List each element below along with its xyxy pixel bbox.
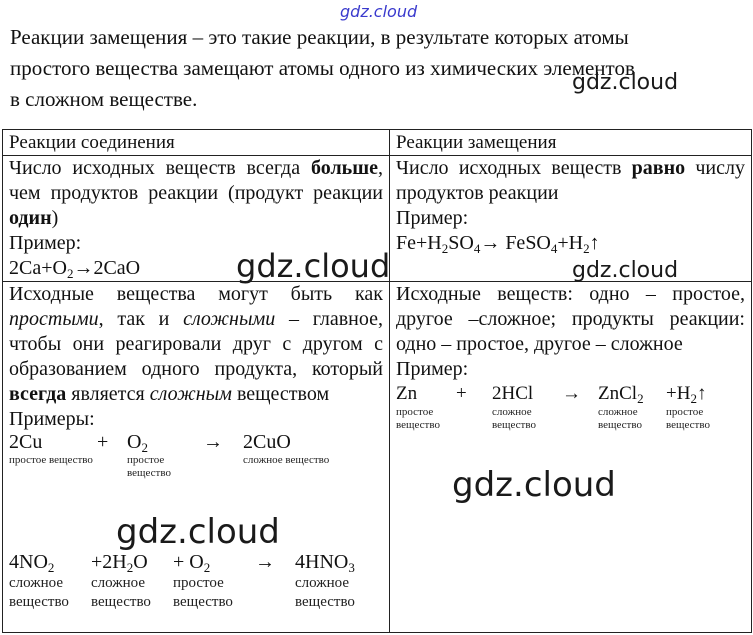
italic-complex: сложными — [183, 308, 276, 330]
eq-part: Fe+H — [396, 232, 442, 254]
eq-sub: 2 — [637, 391, 644, 406]
intro-line-2: простого вещества замещают атомы одного из химических элементов — [10, 56, 635, 80]
eq-formula — [9, 550, 91, 574]
eq-note: простое вещество — [127, 454, 171, 479]
eq-term — [492, 382, 562, 432]
eq-formula: + — [456, 383, 467, 404]
bold-always: всегда — [9, 383, 67, 405]
example-label: Пример: — [396, 358, 469, 380]
eq-formula: + — [97, 431, 109, 453]
eq-sub: 2 — [66, 266, 74, 281]
eq-part: ↑ — [589, 232, 600, 254]
text-fragment: Число исходных веществ всегда — [9, 157, 311, 179]
watermark-top: gdz.cloud — [340, 2, 418, 21]
text-fragment: веществом — [231, 383, 330, 405]
equation-no2 — [9, 550, 383, 612]
intro-line-3: в сложном веществе. — [10, 87, 198, 111]
eq-sub: 2 — [47, 560, 55, 575]
example-label: Пример: — [396, 207, 469, 229]
watermark-2: gdz.cloud — [236, 247, 391, 285]
eq-sub: 2 — [203, 560, 211, 575]
eq-part: 4NO — [9, 551, 48, 573]
text-fragment: – главное, чтобы они реагировали друг с другом с образованием одного продукта, который — [9, 308, 384, 380]
eq-part: + O — [173, 551, 204, 573]
eq-formula: 2HCl — [492, 383, 534, 404]
eq-arrow: → — [562, 383, 581, 404]
eq-part: O — [127, 431, 142, 453]
eq-sub: 4 — [550, 241, 558, 256]
eq-note: сложное вещество — [492, 406, 536, 431]
text-fragment: ) — [51, 207, 59, 229]
eq-note: сложное вещество — [91, 575, 151, 610]
header-combination: Реакции соединения — [3, 130, 390, 156]
eq-term — [91, 550, 173, 612]
eq-formula — [598, 382, 666, 406]
text-fragment: , так и — [98, 308, 184, 330]
text-fragment: Число исходных веществ — [396, 157, 632, 179]
eq-formula: Zn — [396, 383, 418, 404]
text-fragment: Исходные вещества могут быть как — [9, 283, 383, 305]
eq-arrow: → — [203, 431, 223, 453]
eq-part: → FeSO — [480, 232, 551, 254]
cell-substitution-substances — [390, 282, 752, 633]
eq-term — [9, 550, 91, 612]
examples-label: Примеры: — [9, 408, 95, 430]
substitution-substances-text: Исходные веществ: одно – простое, другое –сложное; продукты реакции: одно – простое, другое – сложное — [396, 283, 745, 355]
eq-part: 4HNO — [295, 551, 349, 573]
eq-note: сложное вещество — [295, 575, 355, 610]
combination-substances-text — [9, 282, 383, 407]
text-fragment: является — [66, 383, 150, 405]
eq-note: сложное вещество — [9, 575, 69, 610]
cell-substitution-count — [390, 156, 752, 282]
equation-fe — [396, 231, 745, 256]
eq-term — [598, 382, 666, 432]
intro-line-1: Реакции замещения – это такие реакции, в результате которых атомы — [10, 25, 629, 49]
table-header-row — [3, 130, 752, 156]
eq-part: O — [133, 551, 148, 573]
eq-part: ↑ — [696, 383, 707, 404]
eq-part: +H — [557, 232, 584, 254]
eq-part: →2CaO — [73, 257, 141, 279]
eq-formula — [295, 550, 383, 574]
eq-formula — [91, 550, 173, 574]
eq-term — [127, 430, 203, 480]
eq-formula — [127, 430, 203, 454]
eq-term — [666, 382, 726, 432]
eq-term — [9, 430, 97, 467]
eq-part: SO — [448, 232, 474, 254]
eq-formula — [173, 550, 255, 574]
bold-one: один — [9, 207, 52, 229]
eq-part: +H — [666, 383, 691, 404]
eq-term — [295, 550, 383, 612]
watermark-5: gdz.cloud — [116, 512, 280, 552]
italic-complex-2: сложным — [149, 383, 232, 405]
example-label: Пример: — [9, 232, 82, 254]
eq-term — [396, 382, 456, 432]
eq-sub: 2 — [690, 391, 697, 406]
eq-note: сложное вещество — [598, 406, 642, 431]
equation-cu — [9, 430, 383, 480]
eq-formula: 2CuO — [243, 431, 291, 453]
eq-part: ZnCl — [598, 383, 638, 404]
eq-note: простое вещество — [9, 454, 93, 466]
text-fragment: числу продуктов реакции — [396, 157, 745, 204]
substitution-count-text — [396, 156, 745, 206]
table-row-2 — [3, 282, 752, 633]
eq-note: простое вещество — [666, 406, 710, 431]
eq-part: +2H — [91, 551, 127, 573]
eq-term — [562, 382, 598, 406]
eq-sub: 4 — [473, 241, 481, 256]
eq-term — [173, 550, 255, 612]
eq-formula — [666, 382, 726, 406]
eq-formula: 2Cu — [9, 431, 43, 453]
eq-note: простое вещество — [173, 575, 233, 610]
eq-sub: 2 — [583, 241, 590, 256]
eq-term — [203, 430, 243, 454]
eq-term — [97, 430, 127, 454]
eq-part: 2Ca+O — [9, 257, 67, 279]
italic-simple: простыми — [9, 308, 99, 330]
comparison-table — [2, 129, 752, 633]
eq-sub: 2 — [126, 560, 134, 575]
eq-note: простое вещество — [396, 406, 440, 431]
watermark-3: gdz.cloud — [572, 258, 679, 283]
eq-sub: 3 — [348, 560, 355, 575]
eq-term — [255, 550, 295, 574]
cell-combination-substances — [3, 282, 390, 633]
eq-note: сложное вещество — [243, 454, 330, 466]
eq-term — [456, 382, 492, 406]
bold-equal: равно — [631, 157, 686, 179]
eq-sub: 2 — [141, 440, 148, 455]
eq-arrow: → — [255, 551, 275, 573]
header-substitution: Реакции замещения — [390, 130, 752, 156]
eq-term — [243, 430, 333, 467]
watermark-4: gdz.cloud — [452, 465, 616, 505]
bold-more: больше — [310, 157, 378, 179]
eq-sub: 2 — [441, 241, 449, 256]
equation-zn — [396, 382, 745, 432]
text-fragment: , чем продуктов реакции (продукт реакции — [9, 157, 383, 204]
intro-paragraph — [10, 22, 710, 115]
watermark-1: gdz.cloud — [572, 70, 679, 95]
combination-count-text — [9, 156, 383, 231]
